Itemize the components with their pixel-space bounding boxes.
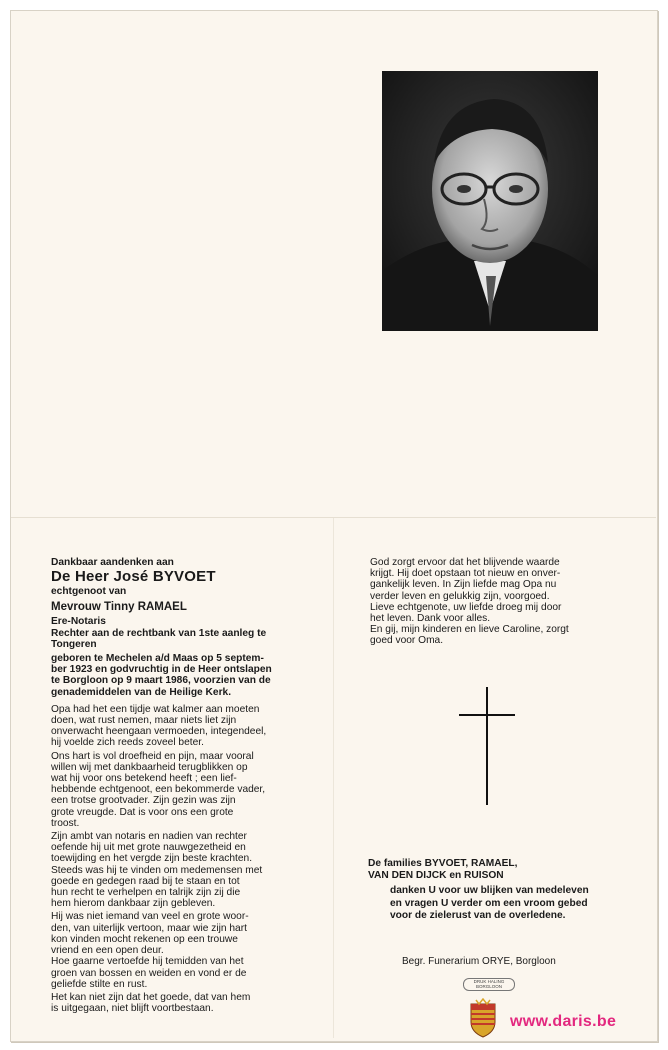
text-line: verder leven en gelukkig zijn, voorgoed. [370,590,550,602]
birth-line: ber 1923 en godvruchtig in de Heer ontslapen [51,664,272,676]
paragraph [51,831,287,909]
text-line: hebbende echtgenoot, een bekommerde vader, [51,784,266,796]
paragraph [51,751,287,829]
text-line: troost. [51,817,80,829]
thanks-line: danken U voor uw blijken van medeleven [390,885,589,897]
text-line: goed voor Oma. [370,635,444,647]
text-line: grote vreugde. Dat is voor ons een grote [51,806,234,818]
website-watermark: www.daris.be [510,1013,617,1030]
families-line: VAN DEN DIJCK en RUISON [368,870,504,882]
birth-line: genademiddelen van de Heilige Kerk. [51,686,232,698]
fold-line-vertical [333,518,334,1038]
text-line: Zijn ambt van notaris en nadien van rechter [51,831,247,843]
families-line: De families BYVOET, RAMAEL, [368,858,518,869]
paragraph [51,992,287,1014]
text-line: krijgt. Hij doet opstaan tot nieuw en onver- [370,568,561,580]
thanks-line: en vragen U verder om een vroom gebed [390,897,588,909]
text-line: Steeds was hij te vinden om medemensen met [51,864,263,876]
text-line: En gij, mijn kinderen en lieve Caroline, zorgt [370,624,569,636]
paragraph [51,704,287,749]
text-line: een trotse grootvader. Zijn gezin was zijn [51,795,236,807]
text-line: wat hij voor ons betekend heeft ; een lief- [51,773,237,785]
text-line: Ons hart is vol droefheid en pijn, maar vooral [51,750,254,762]
crest-icon [468,998,498,1038]
text-line: den, van uiterlijk vertoon, maar wie zijn hart [51,922,247,934]
printer-stamp [463,978,515,991]
printer-line: DRUK HALING [473,979,505,984]
text-line: hij voelde zich reeds zoveel beter. [51,737,204,749]
birth-line: te Borgloon op 9 maart 1986, voorzien van de [51,675,271,687]
title-line: Tongeren [51,638,97,650]
text-line: Opa had het een tijdje wat kalmer aan moeten [51,703,260,715]
spouse-name: Mevrouw Tinny RAMAEL [51,601,187,614]
text-line: God zorgt ervoor dat het blijvende waarde [370,557,560,568]
title-line: Rechter aan de rechtbank van 1ste aanleg te [51,627,267,639]
text-line: geliefde stilte en rust. [51,978,148,990]
text-line: Het kan niet zijn dat het goede, dat van hem [51,991,251,1003]
text-line: is uitgegaan, niet blijft voortbestaan. [51,1003,214,1015]
text-line: Hoe gaarne vertoefde hij temidden van het [51,956,244,968]
text-line: hem hierom dankbaar zijn gebleven. [51,898,216,910]
birth-line: geboren te Mechelen a/d Maas op 5 septem- [51,653,264,665]
text-line: goede en gedegen raad bij te staan en tot [51,875,240,887]
text-line: oefende hij uit met grote nauwgezetheid en [51,842,246,854]
text-line: onverwacht heengaan vermoeden, integendeel, [51,726,267,738]
right-column [370,557,608,647]
spouse-of-label: echtgenoot van [51,586,127,598]
text-line: vriend en een open deur. [51,945,164,957]
text-line: Lieve echtgenote, uw liefde droeg mij door [370,601,562,613]
funeral-home: Begr. Funerarium ORYE, Borgloon [402,956,556,967]
text-line: het leven. Dank voor alles. [370,613,491,625]
printer-line: BORGLOON [475,984,502,989]
text-line: Hij was niet iemand van veel en grote woor- [51,911,249,923]
text-line: kon vinden mocht rekenen op een trouwe [51,933,238,945]
text-line: gankelijk leven. In Zijn liefde mag Opa nu [370,579,557,591]
deceased-name: De Heer José BYVOET [51,568,216,586]
text-line: toewijding en het vergde zijn beste krachten. [51,853,253,865]
text-line: willen wij met dankbaarheid terugblikken op [51,761,248,773]
cross-icon [459,687,515,805]
paragraph [51,911,287,989]
text-line: doen, wat rust nemen, maar niets liet zijn [51,715,237,727]
portrait-photo-icon [382,71,598,331]
thanks-line: voor de zielerust van de overledene. [390,909,566,921]
text-line: groen van bossen en weiden en vond er de [51,967,247,979]
title-line: Ere-Notaris [51,616,106,628]
text-line: hun recht te verhelpen en talrijk zijn zij die [51,887,241,899]
families-block [368,858,614,922]
left-column [51,557,287,1014]
intro-text: Dankbaar aandenken aan [51,557,174,568]
